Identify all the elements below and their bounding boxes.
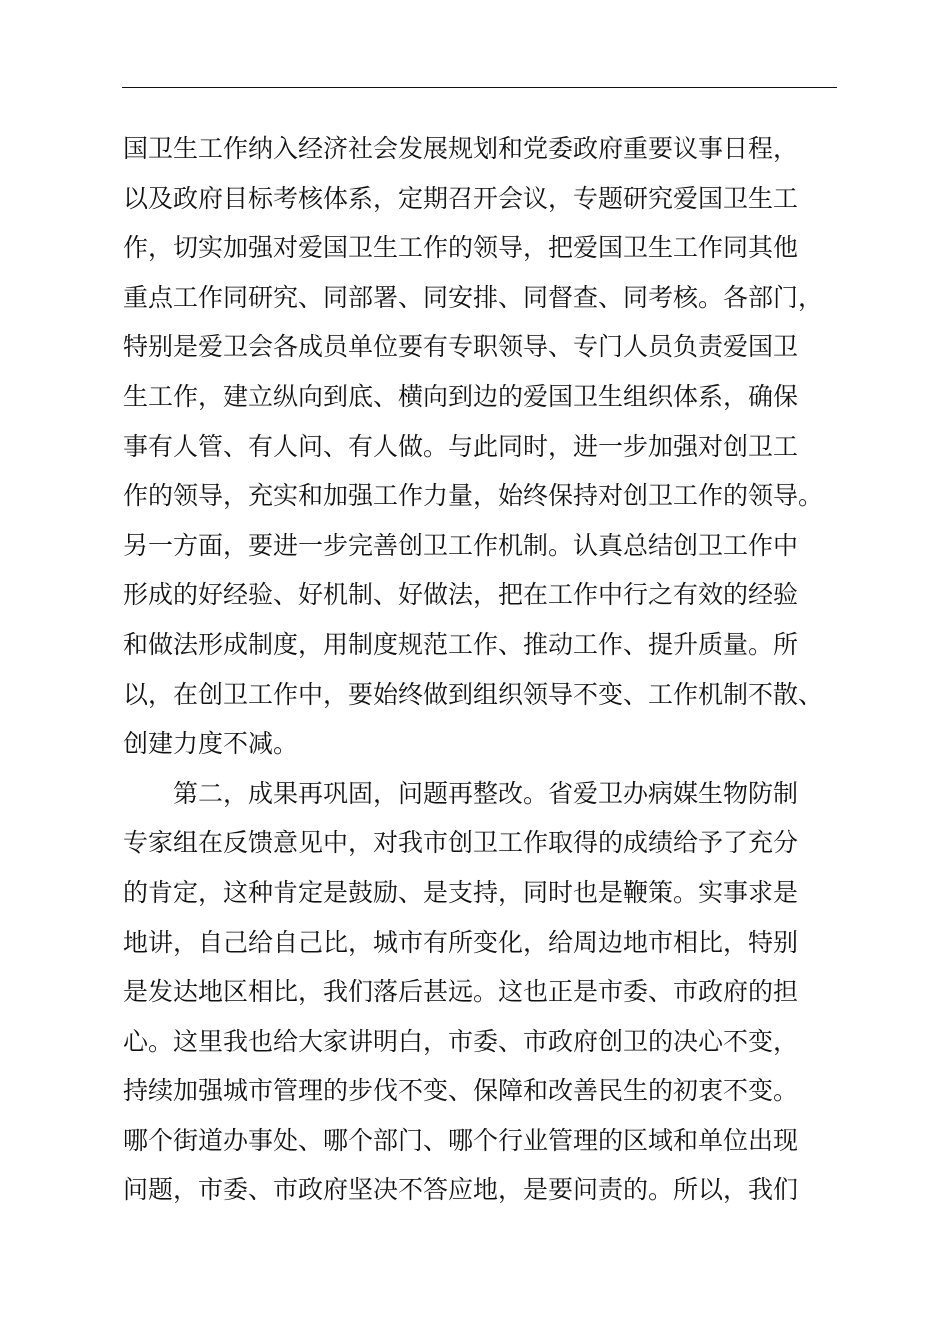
header-rule	[122, 87, 837, 88]
text-line: 生工作，建立纵向到底、横向到边的爱国卫生组织体系，确保	[123, 381, 799, 411]
text-line: 事有人管、有人问、有人做。与此同时，进一步加强对创卫工	[123, 431, 799, 461]
text-line: 以，在创卫工作中，要始终做到组织领导不变、工作机制不散、	[123, 679, 824, 709]
text-line: 持续加强城市管理的步伐不变、保障和改善民生的初衷不变。	[123, 1076, 799, 1106]
text-line: 特别是爱卫会各成员单位要有专职领导、专门人员负责爱国卫	[123, 332, 799, 362]
text-line: 哪个街道办事处、哪个部门、哪个行业管理的区域和单位出现	[123, 1125, 799, 1155]
text-line: 第二，成果再巩固，问题再整改。省爱卫办病媒生物防制	[123, 778, 799, 808]
text-line: 创建力度不减。	[123, 729, 299, 759]
text-line: 作，切实加强对爱国卫生工作的领导，把爱国卫生工作同其他	[123, 233, 799, 263]
text-line: 作的领导，充实和加强工作力量，始终保持对创卫工作的领导。	[123, 481, 824, 511]
text-line: 和做法形成制度，用制度规范工作、推动工作、提升质量。所	[123, 629, 799, 659]
text-line: 的肯定，这种肯定是鼓励、是支持，同时也是鞭策。实事求是	[123, 877, 799, 907]
text-line: 专家组在反馈意见中，对我市创卫工作取得的成绩给予了充分	[123, 828, 799, 858]
text-line: 是发达地区相比，我们落后甚远。这也正是市委、市政府的担	[123, 977, 799, 1007]
text-line: 心。这里我也给大家讲明白，市委、市政府创卫的决心不变，	[123, 1026, 799, 1056]
body-text	[123, 124, 863, 1215]
text-line: 形成的好经验、好机制、好做法，把在工作中行之有效的经验	[123, 580, 799, 610]
text-line: 问题，市委、市政府坚决不答应地，是要问责的。所以，我们	[123, 1175, 799, 1205]
text-line: 国卫生工作纳入经济社会发展规划和党委政府重要议事日程，	[123, 134, 799, 163]
text-line: 重点工作同研究、同部署、同安排、同督查、同考核。各部门，	[123, 282, 824, 312]
text-line: 另一方面，要进一步完善创卫工作机制。认真总结创卫工作中	[123, 530, 799, 560]
text-line: 以及政府目标考核体系，定期召开会议，专题研究爱国卫生工	[123, 183, 799, 213]
text-line: 地讲，自己给自己比，城市有所变化，给周边地市相比，特别	[123, 927, 799, 957]
